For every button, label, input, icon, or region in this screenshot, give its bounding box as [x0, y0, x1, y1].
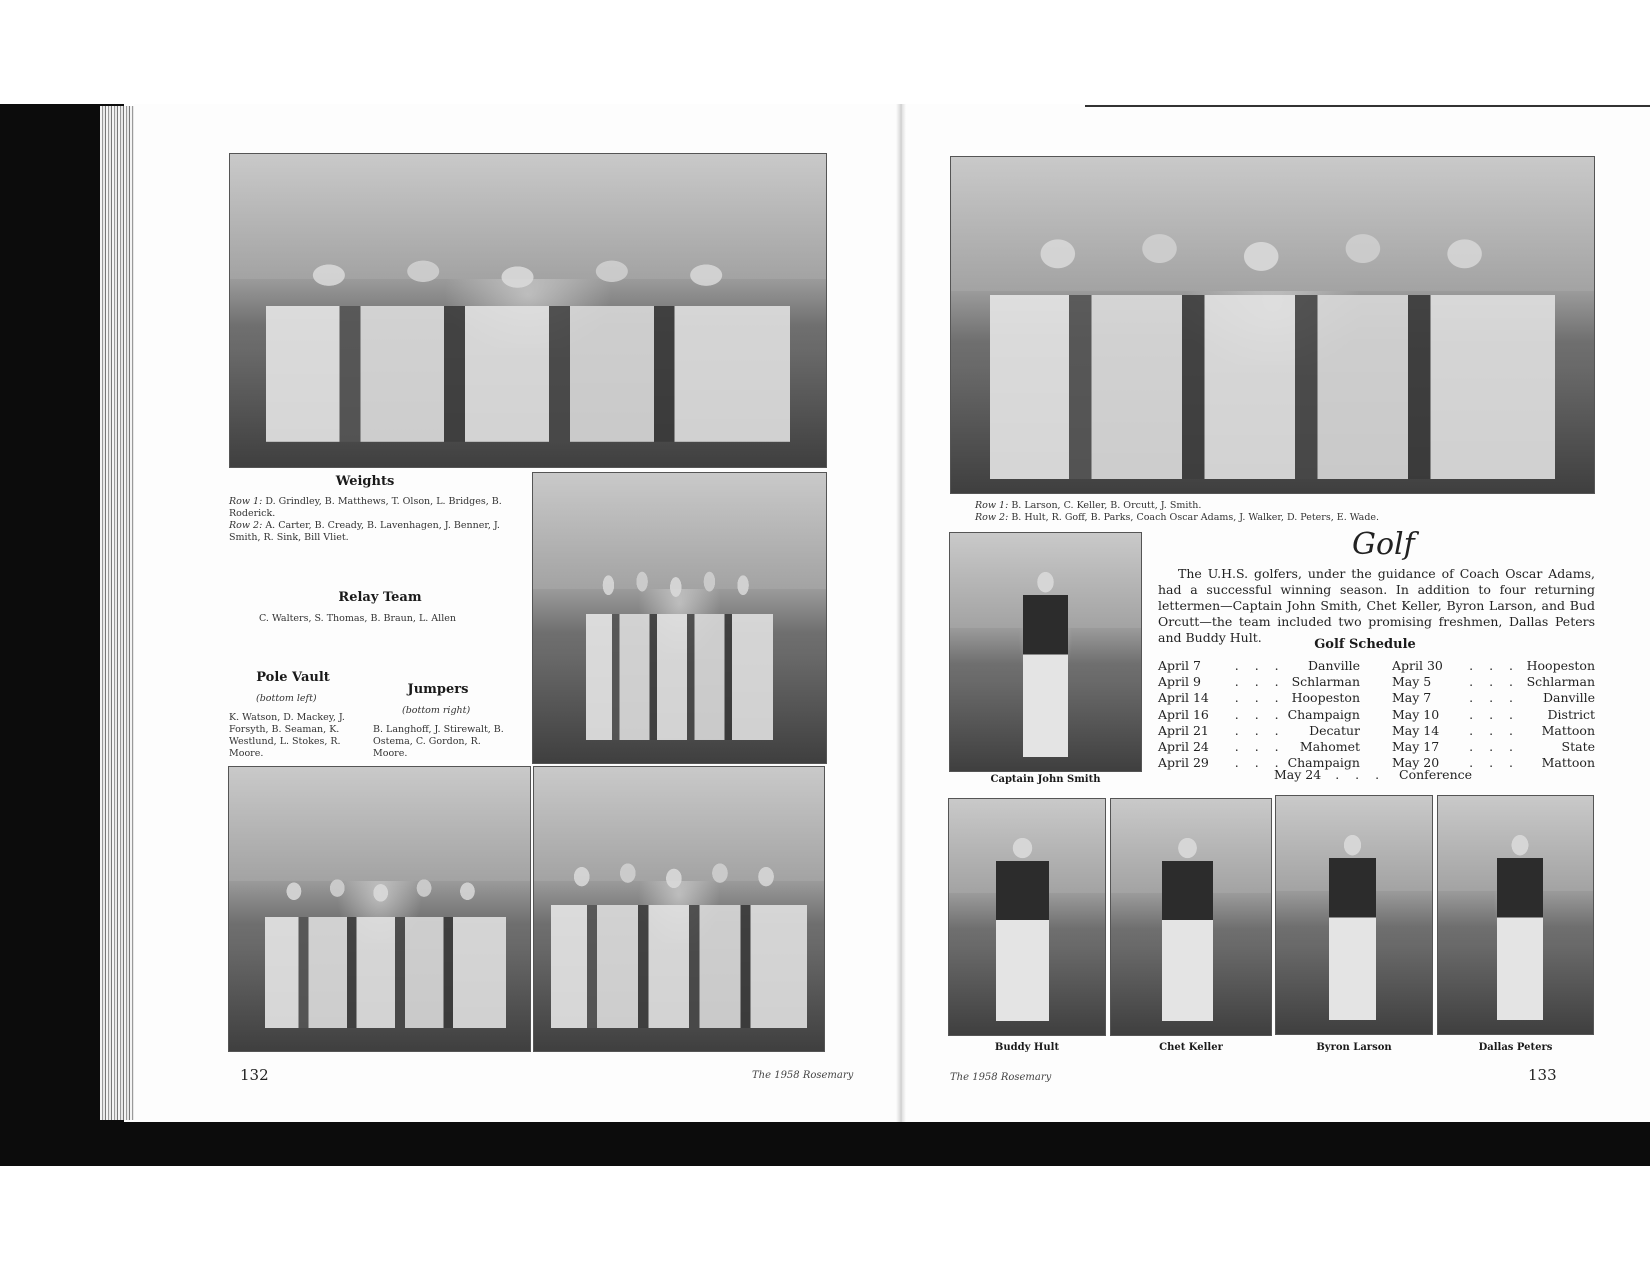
schedule-left-date: April 16	[1158, 706, 1209, 722]
schedule-final-row: May 24 . . . Conference	[1274, 767, 1473, 782]
schedule-right-row	[1392, 658, 1595, 674]
golf-row2-label: Row 2:	[975, 512, 1009, 523]
weights-row2-label: Row 2:	[229, 520, 263, 531]
photo-weights-team	[229, 153, 827, 468]
photo-byron-larson	[1275, 795, 1433, 1035]
schedule-right-opponent: Mattoon	[1541, 722, 1595, 738]
top-rule	[1085, 105, 1650, 107]
schedule-left-opponent: Danville	[1308, 658, 1360, 673]
schedule-right-opponent: Danville	[1543, 690, 1595, 706]
schedule-final-date: May 24	[1274, 767, 1322, 782]
schedule-left-dots: . . .	[1234, 739, 1285, 754]
relay-names: C. Walters, S. Thomas, B. Braun, L. Allen	[259, 613, 456, 624]
schedule-left-date: April 9	[1158, 674, 1201, 690]
golf-schedule-title: Golf Schedule	[1314, 637, 1416, 652]
captain-caption: Captain John Smith	[990, 774, 1101, 785]
schedule-left-row	[1158, 674, 1360, 690]
schedule-left-dots: . . .	[1234, 674, 1285, 690]
schedule-left-dots: . . .	[1234, 690, 1285, 706]
weights-row1-names: D. Grindley, B. Matthews, T. Olson, L. Bridges, B. Roderick.	[229, 496, 502, 519]
pole-vault-title: Pole Vault	[256, 670, 330, 685]
schedule-final-opponent: Conference	[1399, 767, 1473, 782]
golf-team-caption	[975, 500, 1379, 524]
scanner-edge-bottom	[0, 1122, 1650, 1166]
schedule-left-opponent: Hoopeston	[1291, 690, 1360, 706]
jumpers-position: (bottom right)	[402, 705, 471, 716]
jumpers-names: B. Langhoff, J. Stirewalt, B. Ostema, C. Gordon, R. Moore.	[373, 724, 504, 759]
player-caption-4: Dallas Peters	[1478, 1042, 1553, 1053]
schedule-right-row	[1392, 739, 1595, 755]
footer-left: The 1958 Rosemary	[752, 1070, 854, 1081]
photo-relay-team	[532, 472, 827, 764]
weights-row1-label: Row 1:	[229, 496, 263, 507]
page-stack-edge	[100, 106, 134, 1120]
schedule-left-date: April 24	[1158, 739, 1209, 754]
schedule-left-date: April 7	[1158, 658, 1201, 673]
schedule-right-dots: . . .	[1469, 755, 1519, 771]
photo-chet-keller	[1110, 798, 1272, 1036]
player-caption-2: Chet Keller	[1159, 1042, 1223, 1053]
schedule-right-dots: . . .	[1469, 690, 1519, 706]
schedule-left-opponent: Champaign	[1287, 755, 1360, 771]
schedule-left-date: April 21	[1158, 722, 1209, 738]
weights-title: Weights	[335, 474, 395, 489]
page-number-right: 133	[1528, 1066, 1557, 1084]
photo-jumpers	[533, 766, 825, 1052]
schedule-left-date: April 29	[1158, 755, 1209, 771]
schedule-left-opponent: Schlarman	[1291, 674, 1360, 690]
schedule-right-dots: . . .	[1469, 674, 1519, 690]
golf-paragraph: The U.H.S. golfers, under the guidance of Coach Oscar Adams, had a successful winning season. In addition to four returning lettermen—Captain John Smith, Chet Keller, Byron Larson, and Bud Orcutt—the team included two promising freshmen, Dallas Peters and Buddy Hult.	[1158, 566, 1595, 645]
schedule-right-dots: . . .	[1469, 658, 1519, 673]
footer-right: The 1958 Rosemary	[950, 1072, 1052, 1083]
pole-vault-position: (bottom left)	[256, 693, 317, 704]
schedule-right-date: April 30	[1392, 658, 1443, 673]
schedule-right-date: May 7	[1392, 690, 1432, 706]
golf-title: Golf	[1352, 527, 1415, 562]
weights-caption	[229, 496, 505, 544]
schedule-left-date: April 14	[1158, 690, 1209, 706]
schedule-left-row	[1158, 658, 1360, 674]
schedule-left-row	[1158, 690, 1360, 706]
player-caption-3: Byron Larson	[1316, 1042, 1392, 1053]
schedule-left-row	[1158, 707, 1360, 723]
schedule-right-date: May 20	[1392, 755, 1440, 771]
schedule-right-dots: . . .	[1469, 739, 1519, 754]
schedule-right-opponent: Hoopeston	[1526, 658, 1595, 673]
photo-captain-john-smith	[949, 532, 1142, 772]
schedule-left-row	[1158, 723, 1360, 739]
schedule-left-dots: . . .	[1234, 722, 1285, 738]
photo-golf-team	[950, 156, 1595, 494]
schedule-left-opponent: Champaign	[1287, 706, 1360, 722]
photo-buddy-hult	[948, 798, 1106, 1036]
schedule-right-date: May 17	[1392, 739, 1440, 754]
schedule-right-date: May 14	[1392, 722, 1440, 738]
photo-dallas-peters	[1437, 795, 1594, 1035]
schedule-right-opponent: Schlarman	[1526, 674, 1595, 690]
schedule-right-opponent: Mattoon	[1541, 755, 1595, 771]
jumpers-title: Jumpers	[407, 682, 469, 697]
schedule-right-dots: . . .	[1469, 722, 1519, 738]
schedule-left-opponent: Mahomet	[1299, 739, 1360, 754]
page-number-left: 132	[240, 1066, 269, 1084]
golf-row2-names: B. Hult, R. Goff, B. Parks, Coach Oscar Adams, J. Walker, D. Peters, E. Wade.	[1011, 512, 1380, 523]
schedule-right-row	[1392, 723, 1595, 739]
schedule-right-row	[1392, 690, 1595, 706]
player-caption-1: Buddy Hult	[994, 1042, 1060, 1053]
book-gutter	[896, 104, 906, 1122]
schedule-left-dots: . . .	[1234, 706, 1285, 722]
schedule-right-opponent: District	[1547, 706, 1595, 722]
relay-title: Relay Team	[338, 590, 422, 605]
schedule-right-dots: . . .	[1469, 706, 1519, 722]
pole-vault-names: K. Watson, D. Mackey, J. Forsyth, B. Seaman, K. Westlund, L. Stokes, R. Moore.	[229, 712, 345, 759]
schedule-left-row	[1158, 739, 1360, 755]
schedule-right-opponent: State	[1561, 739, 1595, 754]
schedule-left-opponent: Decatur	[1309, 722, 1360, 738]
photo-pole-vault	[228, 766, 531, 1052]
schedule-right-date: May 5	[1392, 674, 1432, 690]
schedule-right-date: May 10	[1392, 706, 1440, 722]
golf-row1-names: B. Larson, C. Keller, B. Orcutt, J. Smith.	[1011, 500, 1202, 511]
golf-row1-label: Row 1:	[975, 500, 1009, 511]
schedule-left-dots: . . .	[1234, 755, 1285, 771]
weights-row2-names: A. Carter, B. Cready, B. Lavenhagen, J. Benner, J. Smith, R. Sink, Bill Vliet.	[229, 520, 500, 543]
schedule-right-row	[1392, 674, 1595, 690]
schedule-left-dots: . . .	[1234, 658, 1285, 673]
schedule-right-row	[1392, 707, 1595, 723]
